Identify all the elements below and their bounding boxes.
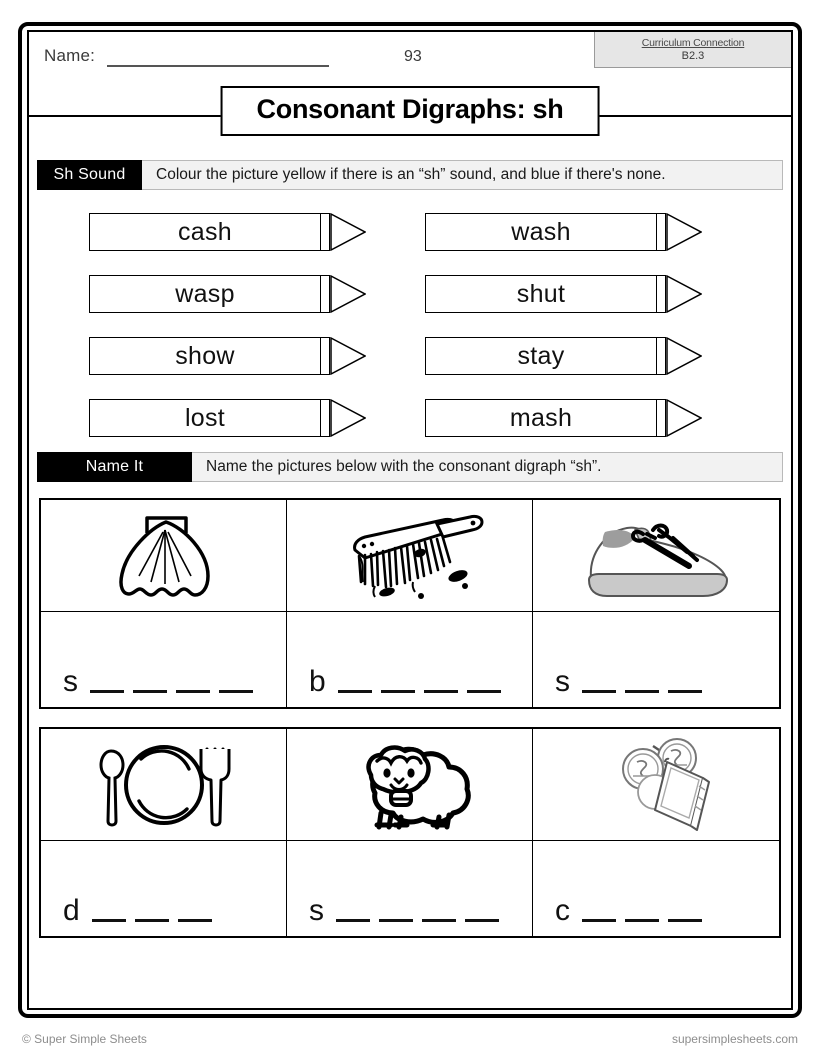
answer-blank[interactable] [465, 919, 499, 922]
crayon-item[interactable] [89, 398, 425, 438]
answer-blank[interactable] [178, 919, 212, 922]
crayon-tip-icon [666, 337, 702, 375]
answer-start-letter: s [63, 665, 78, 698]
answer-blank-lines[interactable] [92, 919, 212, 922]
answer-blank-lines[interactable] [336, 919, 499, 922]
answer-blank[interactable] [90, 690, 124, 693]
crayon-item[interactable] [425, 336, 761, 376]
website-text: supersimplesheets.com [671, 1032, 798, 1046]
section-header-name-it [37, 452, 783, 482]
title-band [29, 86, 791, 144]
crayon-word: wasp [175, 279, 235, 308]
crayon-item[interactable] [89, 212, 425, 252]
answer-blank-lines[interactable] [582, 919, 702, 922]
answer-cell[interactable] [533, 612, 779, 707]
crayon-word-grid [29, 212, 791, 438]
brush-icon [325, 506, 495, 606]
crayon-item[interactable] [425, 398, 761, 438]
crayon-band [321, 399, 330, 437]
crayon-word: shut [516, 279, 566, 308]
curriculum-connection-badge [594, 32, 791, 68]
crayon-tip-icon [330, 213, 366, 251]
crayon-band [321, 337, 330, 375]
answer-cell[interactable] [41, 841, 287, 936]
answer-blank[interactable] [92, 919, 126, 922]
crayon-tip-icon [330, 337, 366, 375]
answer-blank-lines[interactable] [90, 690, 253, 693]
answer-blank[interactable] [135, 919, 169, 922]
crayon-word: stay [517, 341, 565, 370]
section-instruction-name-it: Name the pictures below with the consonant digraph “sh”. [192, 452, 783, 482]
cash-icon [581, 732, 731, 837]
crayon-body[interactable] [425, 399, 657, 437]
crayon-word: show [175, 341, 235, 370]
answer-start-letter: s [309, 894, 324, 927]
answer-blank[interactable] [467, 690, 501, 693]
answer-cell[interactable] [41, 612, 287, 707]
sheep-icon [335, 735, 485, 835]
answer-blank[interactable] [668, 919, 702, 922]
crayon-band [657, 337, 666, 375]
section-tag-sh-sound: Sh Sound [37, 160, 142, 190]
crayon-word: mash [509, 403, 573, 432]
curriculum-connection-title: Curriculum Connection [641, 37, 745, 49]
crayon-tip-icon [330, 275, 366, 313]
answer-blank[interactable] [379, 919, 413, 922]
answer-blank[interactable] [668, 690, 702, 693]
crayon-tip-icon [666, 213, 702, 251]
name-input-line[interactable] [107, 65, 329, 67]
crayon-item[interactable] [89, 336, 425, 376]
answer-cell[interactable] [287, 612, 533, 707]
crayon-item[interactable] [89, 274, 425, 314]
dish-icon [79, 735, 249, 835]
answer-blank[interactable] [176, 690, 210, 693]
picture-answer-row [41, 841, 779, 936]
crayon-body[interactable] [425, 337, 657, 375]
crayon-band [321, 213, 330, 251]
worksheet-page [27, 30, 793, 1010]
shoe-icon [569, 508, 744, 603]
crayon-body[interactable] [89, 337, 321, 375]
answer-blank[interactable] [625, 919, 659, 922]
page-title-box [221, 86, 600, 136]
crayon-body[interactable] [89, 275, 321, 313]
crayon-word: cash [177, 217, 232, 246]
section-header-sh-sound [37, 160, 783, 190]
picture-answer-row [41, 612, 779, 707]
crayon-body[interactable] [89, 213, 321, 251]
answer-blank-lines[interactable] [582, 690, 702, 693]
answer-start-letter: b [309, 665, 326, 698]
crayon-body[interactable] [425, 213, 657, 251]
crayon-tip-icon [330, 399, 366, 437]
crayon-word: wash [511, 217, 571, 246]
crayon-body[interactable] [89, 399, 321, 437]
shell-icon [89, 506, 239, 606]
answer-blank[interactable] [381, 690, 415, 693]
answer-blank[interactable] [422, 919, 456, 922]
copyright-text: © Super Simple Sheets [22, 1032, 147, 1046]
crayon-band [657, 275, 666, 313]
curriculum-connection-code: B2.3 [681, 50, 705, 62]
picture-image-row [41, 729, 779, 841]
answer-blank[interactable] [338, 690, 372, 693]
name-label: Name: [44, 46, 96, 65]
answer-blank[interactable] [625, 690, 659, 693]
crayon-body[interactable] [425, 275, 657, 313]
answer-blank[interactable] [336, 919, 370, 922]
answer-blank[interactable] [424, 690, 458, 693]
page-footer [22, 1032, 798, 1046]
section-tag-name-it: Name It [37, 452, 192, 482]
picture-table-row-2 [39, 727, 781, 938]
answer-blank-lines[interactable] [338, 690, 501, 693]
crayon-word: lost [184, 403, 226, 432]
answer-cell[interactable] [287, 841, 533, 936]
answer-start-letter: d [63, 894, 80, 927]
answer-start-letter: s [555, 665, 570, 698]
crayon-band [321, 275, 330, 313]
answer-blank[interactable] [133, 690, 167, 693]
worksheet-header [29, 32, 791, 84]
crayon-tip-icon [666, 275, 702, 313]
page-title: Consonant Digraphs: sh [256, 94, 564, 124]
section-instruction-sh-sound: Colour the picture yellow if there is an “sh” sound, and blue if there's none. [142, 160, 783, 190]
answer-cell[interactable] [533, 841, 779, 936]
crayon-tip-icon [666, 399, 702, 437]
picture-image-row [41, 500, 779, 612]
picture-cell [41, 729, 287, 841]
picture-cell [287, 500, 533, 612]
crayon-band [657, 399, 666, 437]
crayon-item[interactable] [425, 274, 761, 314]
picture-cell [287, 729, 533, 841]
picture-cell [41, 500, 287, 612]
crayon-band [657, 213, 666, 251]
crayon-item[interactable] [425, 212, 761, 252]
picture-table-row-1 [39, 498, 781, 709]
picture-cell [533, 500, 779, 612]
answer-start-letter: c [555, 894, 570, 927]
answer-blank[interactable] [219, 690, 253, 693]
answer-blank[interactable] [582, 690, 616, 693]
answer-blank[interactable] [582, 919, 616, 922]
picture-cell [533, 729, 779, 841]
page-number: 93 [404, 48, 422, 65]
